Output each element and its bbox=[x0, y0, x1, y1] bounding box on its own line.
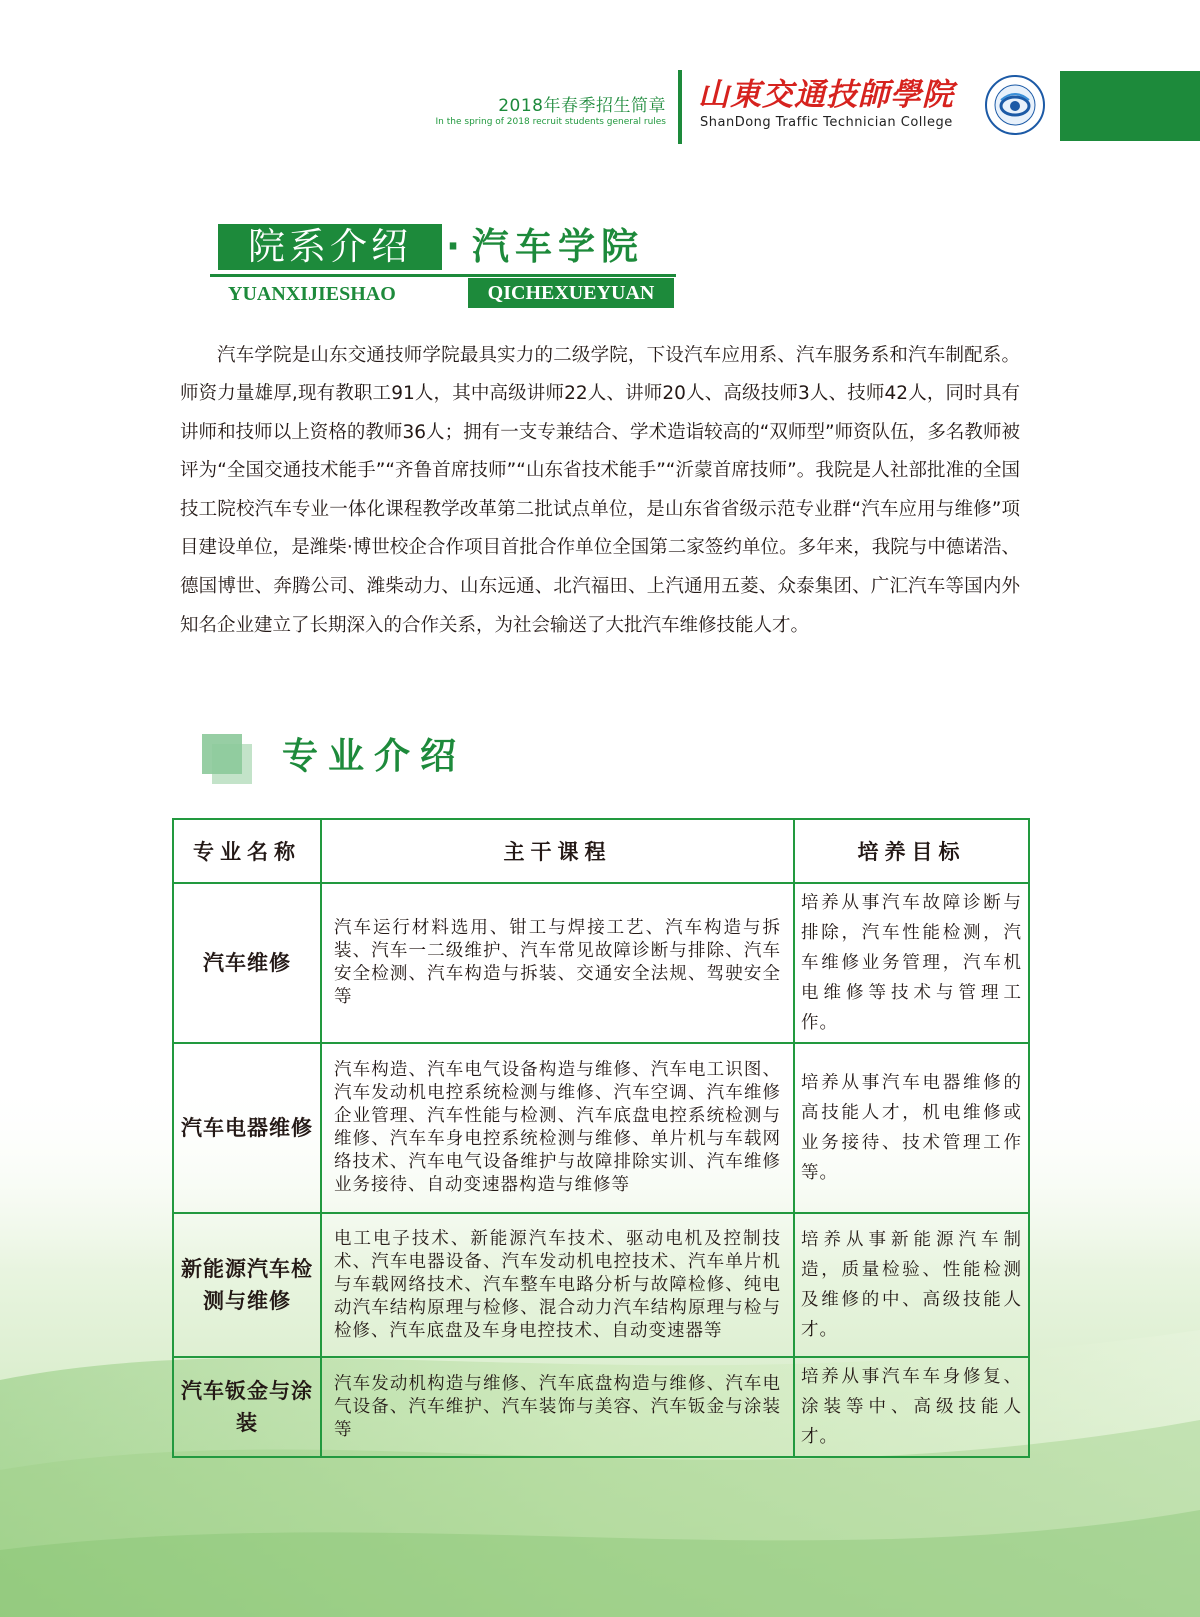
table-row bbox=[173, 1043, 1029, 1213]
major-courses bbox=[321, 1043, 794, 1213]
brochure-title: 2018年春季招生简章 bbox=[498, 96, 666, 116]
major-goal bbox=[794, 1357, 1029, 1457]
heading-square-front bbox=[202, 734, 242, 774]
header-divider bbox=[678, 70, 682, 144]
major-goal bbox=[794, 883, 1029, 1043]
intro-paragraph: 汽车学院是山东交通技师学院最具实力的二级学院，下设汽车应用系、汽车服务系和汽车制配系。师资力量雄厚,现有教职工91人，其中高级讲师22人、讲师20人、高级技师3人、技师42人，同时具有讲师和技师以上资格的教师36人；拥有一支专兼结合、学术造诣较高的“双师型”师资队伍，多名教师被评为“全国交通技术能手”“齐鲁首席技师”“山东省技术能手”“沂蒙首席技师”。我院是人社部批准的全国技工院校汽车专业一体化课程教学改革第二批试点单位，是山东省省级示范专业群“汽车应用与维修”项目建设单位，是潍柴·博世校企合作项目首批合作单位全国第二家签约单位。多年来，我院与中德诺浩、德国博世、奔腾公司、潍柴动力、山东远通、北汽福田、上汽通用五菱、众泰集团、广汇汽车等国内外知名企业建立了长期深入的合作关系，为社会输送了大批汽车维修技能人才。 bbox=[180, 344, 1020, 636]
section-title-rule bbox=[210, 274, 676, 277]
majors-table bbox=[172, 818, 1030, 1458]
table-row bbox=[173, 1213, 1029, 1357]
major-name: 汽车维修 bbox=[173, 883, 321, 1043]
section-subtitle-en2: QICHEXUEYUAN bbox=[468, 278, 674, 308]
header-goals: 培养目标 bbox=[794, 819, 1029, 883]
page-header bbox=[0, 68, 1200, 148]
section-title bbox=[210, 222, 680, 312]
major-courses-text: 汽车运行材料选用、钳工与焊接工艺、汽车构造与拆装、汽车一二级维护、汽车常见故障诊断与排除、汽车安全检测、汽车构造与拆装、交通安全法规、驾驶安全等 bbox=[334, 918, 781, 1007]
section-title-separator: · bbox=[446, 225, 461, 268]
section-title-part2: 汽车学院 bbox=[472, 225, 644, 268]
major-name: 新能源汽车检测与维修 bbox=[173, 1213, 321, 1357]
table-row bbox=[173, 1357, 1029, 1457]
college-name-en: ShanDong Traffic Technician College bbox=[700, 115, 953, 130]
major-courses-text: 汽车构造、汽车电气设备构造与维修、汽车电工识图、汽车发动机电控系统检测与维修、汽车空调、汽车维修企业管理、汽车性能与检测、汽车底盘电控系统检测与维修、汽车车身电控系统检测与维修、单片机与车载网络技术、汽车电气设备维护与故障排除实训、汽车维修业务接待、自动变速器构造与维修等 bbox=[334, 1060, 781, 1195]
majors-heading-text: 专业介绍 bbox=[282, 736, 467, 777]
brochure-title-block bbox=[436, 96, 666, 129]
major-courses bbox=[321, 1213, 794, 1357]
major-goal-text: 培养从事汽车电器维修的高技能人才，机电维修或业务接待、技术管理工作等。 bbox=[801, 1073, 1022, 1183]
major-courses bbox=[321, 1357, 794, 1457]
major-courses-text: 电工电子技术、新能源汽车技术、驱动电机及控制技术、汽车电器设备、汽车发动机电控技术、汽车单片机与车载网络技术、汽车整车电路分析与故障检修、纯电动汽车结构原理与检修、混合动力汽车结构原理与检与检修、汽车底盘及车身电控技术、自动变速器等 bbox=[334, 1228, 781, 1341]
major-goal bbox=[794, 1213, 1029, 1357]
header-courses: 主干课程 bbox=[321, 819, 794, 883]
header-green-block bbox=[1060, 71, 1200, 141]
section-subtitle-en1: YUANXIJIESHAO bbox=[228, 283, 396, 305]
major-goal-text: 培养从事汽车故障诊断与排除，汽车性能检测，汽车维修业务管理，汽车机电维修等技术与管理工作。 bbox=[801, 893, 1022, 1033]
header-major-name: 专业名称 bbox=[173, 819, 321, 883]
table-header-row bbox=[173, 819, 1029, 883]
major-name: 汽车钣金与涂装 bbox=[173, 1357, 321, 1457]
major-goal-text: 培养从事新能源汽车制造，质量检验、性能检测及维修的中、高级技能人才。 bbox=[801, 1230, 1022, 1340]
major-goal bbox=[794, 1043, 1029, 1213]
major-goal-text: 培养从事汽车车身修复、涂装等中、高级技能人才。 bbox=[801, 1367, 1022, 1447]
major-courses-text: 汽车发动机构造与维修、汽车底盘构造与维修、汽车电气设备、汽车维护、汽车装饰与美容、汽车钣金与涂装等 bbox=[334, 1373, 781, 1440]
table-row bbox=[173, 883, 1029, 1043]
majors-heading bbox=[200, 734, 520, 790]
college-seal-logo bbox=[984, 74, 1046, 136]
major-courses bbox=[321, 883, 794, 1043]
brochure-subtitle: In the spring of 2018 recruit students general rules bbox=[435, 117, 666, 127]
major-name: 汽车电器维修 bbox=[173, 1043, 321, 1213]
section-title-part1: 院系介绍 bbox=[218, 224, 442, 270]
college-name-cn: 山東交通技師學院 bbox=[698, 77, 954, 113]
